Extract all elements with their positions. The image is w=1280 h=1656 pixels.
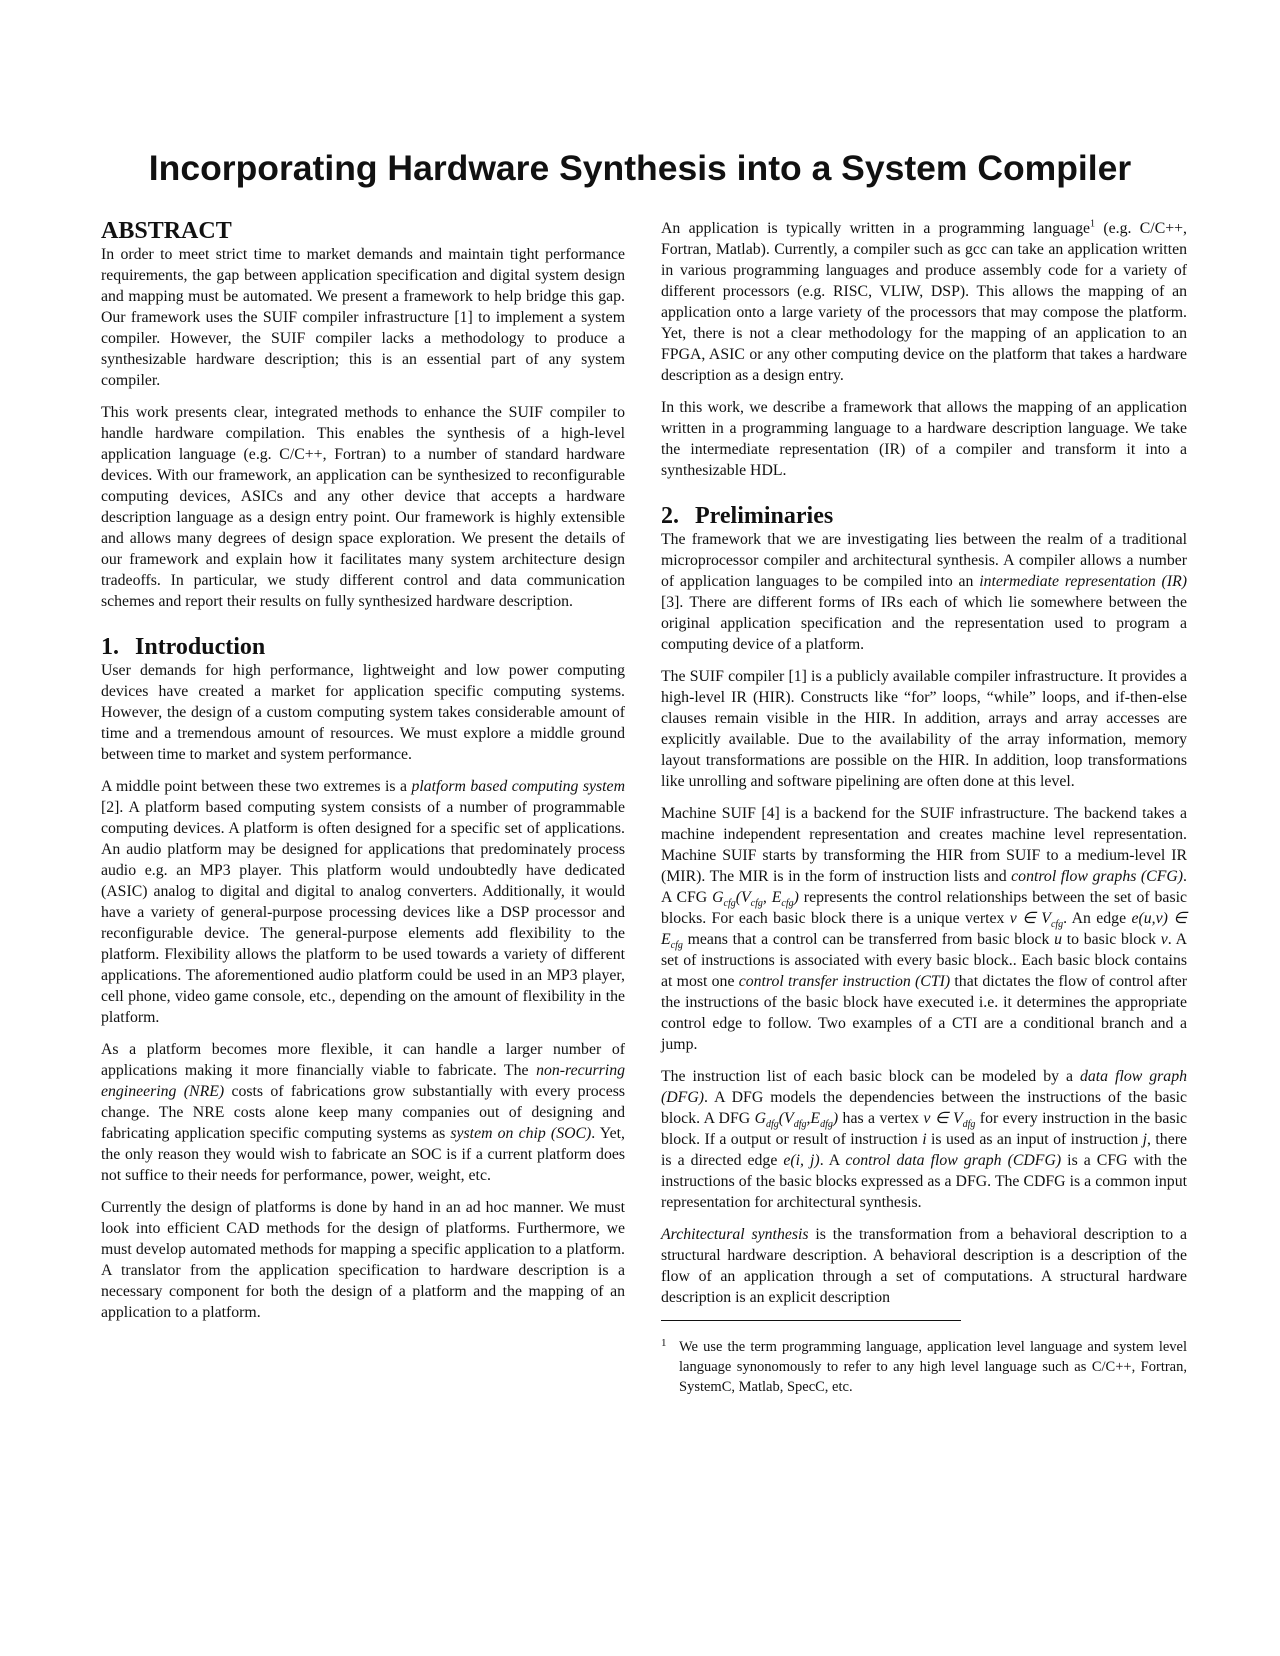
- term-dfg: data flow graph (DFG): [661, 1068, 1187, 1106]
- footnote: [661, 1337, 1187, 1397]
- intro-paragraph-3: As a platform becomes more flexible, it can handle a larger number of applications making it more financially viable to fabricate. The non-recurring engineering (NRE) costs of fabrications grow substantially with every process change. The NRE costs alone keep many companies out of designing and fabricating application specific computing systems as system on chip (SOC). Yet, the only reason they would wish to fabricate an SOC is if a current platform does not suffice to their needs for performance, power, weight, etc.: [101, 1041, 625, 1184]
- section-number: 1.: [101, 634, 119, 660]
- prelim-paragraph-1: The framework that we are investigating lies between the realm of a traditional microprocessor compiler and architectural synthesis. A compiler allows a number of application languages to be compiled into an intermediate representation (IR) [3]. There are different forms of IRs each of which lie somewhere between the original application specification and the representation used to program a computing device of a platform.: [661, 531, 1187, 653]
- intro-paragraph-4: Currently the design of platforms is done by hand in an ad hoc manner. We must look into efficient CAD methods for the design of platforms. Furthermore, we must develop automated methods for mapping a specific application to a platform. A translator from the application specification to hardware description is a necessary component for both the design of a platform and the mapping of an application to a platform.: [101, 1199, 625, 1321]
- abstract-paragraph-1: In order to meet strict time to market demands and maintain tight performance requirements, the gap between application specification and digital system design and mapping must be automated. We present a framework to help bridge this gap. Our framework uses the SUIF compiler infrastructure [1] to implement a system compiler. However, the SUIF compiler lacks a methodology to produce a synthesizable hardware description; this is an essential part of any system compiler.: [101, 246, 625, 389]
- term-nre: non-recurring engineering (NRE): [101, 1062, 625, 1100]
- term-cti: control transfer instruction (CTI): [738, 973, 951, 990]
- term-platform: platform based computing system: [411, 778, 625, 795]
- intro-paragraph-1: User demands for high performance, lightweight and low power computing devices have created a market for application specific computing systems. However, the design of a custom computing system takes considerable amount of time and a tremendous amount of resources. We must explore a middle ground between time to market and system performance.: [101, 662, 625, 763]
- term-cfg: control flow graphs (CFG): [1011, 868, 1184, 885]
- right-column: [661, 218, 1187, 1397]
- math-dfg-def: $G_{dfg}(V_{dfg},E_{dfg})$: [754, 1110, 839, 1131]
- footnote-ref: 1: [1090, 218, 1096, 230]
- term-soc: system on chip (SOC): [450, 1125, 592, 1142]
- section-heading-introduction: [101, 634, 625, 660]
- term-ir: intermediate representation (IR): [979, 573, 1187, 590]
- section-number: 2.: [661, 503, 679, 529]
- math-edge: e(u,v) ∈ $E_{cfg}$: [661, 910, 1187, 952]
- prelim-paragraph-4: The instruction list of each basic block can be modeled by a data flow graph (DFG). A DFG models the dependencies between the instructions of the basic block. A DFG $G_{dfg}(V_{dfg},E_{dfg})$ has a vertex v ∈ $V_{dfg}$ for every instruction in the basic block. If a output or result of instruction i is used as an input of instruction j, there is a directed edge e(i, j). A control data flow graph (CDFG) is a CFG with the instructions of the basic blocks expressed as a DFG. The CDFG is a common input representation for architectural synthesis.: [661, 1068, 1187, 1211]
- prelim-paragraph-2: The SUIF compiler [1] is a publicly available compiler infrastructure. It provides a high-level IR (HIR). Constructs like “for” loops, “while” loops, and if-then-else clauses remain visible in the HIR. In addition, arrays and array accesses are explicitly available. Due to the availability of the array information, memory layout transformations are possible on the HIR. In addition, loop transformations like unrolling and software pipelining are often done at this level.: [661, 668, 1187, 790]
- footnote-divider: [661, 1320, 961, 1321]
- abstract-paragraph-2: This work presents clear, integrated methods to enhance the SUIF compiler to handle hardware compilation. This enables the synthesis of a high-level application language (e.g. C/C++, Fortran) to a number of standard hardware devices. With our framework, an application can be synthesized to reconfigurable computing devices, ASICs and any other device that accepts a hardware description language as a design entry point. Our framework is highly extensible and allows many degrees of design space exploration. We present the details of our framework and explain how it facilitates many system architecture design tradeoffs. In particular, we study different control and data communication schemes and report their results on fully synthesized hardware description.: [101, 404, 625, 610]
- term-cdfg: control data flow graph (CDFG): [845, 1152, 1062, 1169]
- left-column: [101, 218, 625, 1334]
- prelim-paragraph-5: Architectural synthesis is the transformation from a behavioral description to a structural hardware description. A behavioral description is a description of the flow of an application through a set of computations. A structural hardware description is an explicit description: [661, 1226, 1187, 1306]
- abstract-heading: ABSTRACT: [101, 218, 232, 244]
- math-vertex: v ∈ $V_{cfg}$: [1009, 910, 1064, 931]
- math-dfg-vertex: v ∈ $V_{dfg}$: [923, 1110, 976, 1131]
- math-cfg-def: $G_{cfg}(V_{cfg}$, $E_{cfg}$): [712, 889, 799, 910]
- intro-paragraph-2: A middle point between these two extremes is a platform based computing system [2]. A platform based computing system consists of a number of programmable computing devices. A platform is often designed for a specific set of applications. An audio platform may be designed for applications that predominately process audio e.g. an MP3 player. This platform would undoubtedly have dedicated (ASIC) analog to digital and digital to analog converters. Additionally, it would have a variety of general-purpose processing devices like a DSP processor and reconfigurable device. The general-purpose elements add flexibility to the platform. Flexibility allows the platform to be used towards a variety of different applications. The aforementioned audio platform could be used in an MP3 player, cell phone, video game console, etc., depending on the amount of flexibility in the platform.: [101, 778, 625, 1026]
- paper-title: Incorporating Hardware Synthesis into a System Compiler: [148, 148, 1132, 188]
- prelim-paragraph-3: Machine SUIF [4] is a backend for the SUIF infrastructure. The backend takes a machine independent representation and creates machine level representation. Machine SUIF starts by transforming the HIR from SUIF to a medium-level IR (MIR). The MIR is in the form of instruction lists and control flow graphs (CFG). A CFG $G_{cfg}(V_{cfg}$, $E_{cfg}$) represents the control relationships between the set of basic blocks. For each basic block there is a unique vertex v ∈ $V_{cfg}$. An edge e(u,v) ∈ $E_{cfg}$ means that a control can be transferred from basic block u to basic block v. A set of instructions is associated with every basic block.. Each basic block contains at most one control transfer instruction (CTI) that dictates the flow of control after the instructions of the basic block have executed i.e. it determines the appropriate control edge to follow. Two examples of a CTI are a conditional branch and a jump.: [661, 805, 1187, 1053]
- footnote-mark: 1: [661, 1337, 667, 1349]
- section-title: Preliminaries: [695, 503, 834, 529]
- term-architectural-synthesis: Architectural synthesis: [661, 1226, 809, 1243]
- right-paragraph-1: An application is typically written in a programming language$^1$ (e.g. C/C++, Fortran, Matlab). Currently, a compiler such as gcc can take an application written in various programming languages and produce assembly code for a variety of different processors (e.g. RISC, VLIW, DSP). This allows the mapping of an application onto a large variety of the processors that may compose the platform. Yet, there is not a clear methodology for the mapping of an application to an FPGA, ASIC or any other computing device on the platform that takes a hardware description as a design entry.: [661, 218, 1187, 384]
- right-paragraph-2: In this work, we describe a framework that allows the mapping of an application written in a programming language to a hardware description language. We take the intermediate representation (IR) of a compiler and transform it into a synthesizable HDL.: [661, 399, 1187, 479]
- section-title: Introduction: [135, 634, 266, 660]
- footnote-text: We use the term programming language, application level language and system level language synonomously to refer to any high level language such as C/C++, Fortran, SystemC, Matlab, SpecC, etc.: [679, 1339, 1187, 1395]
- section-heading-preliminaries: [661, 503, 1187, 529]
